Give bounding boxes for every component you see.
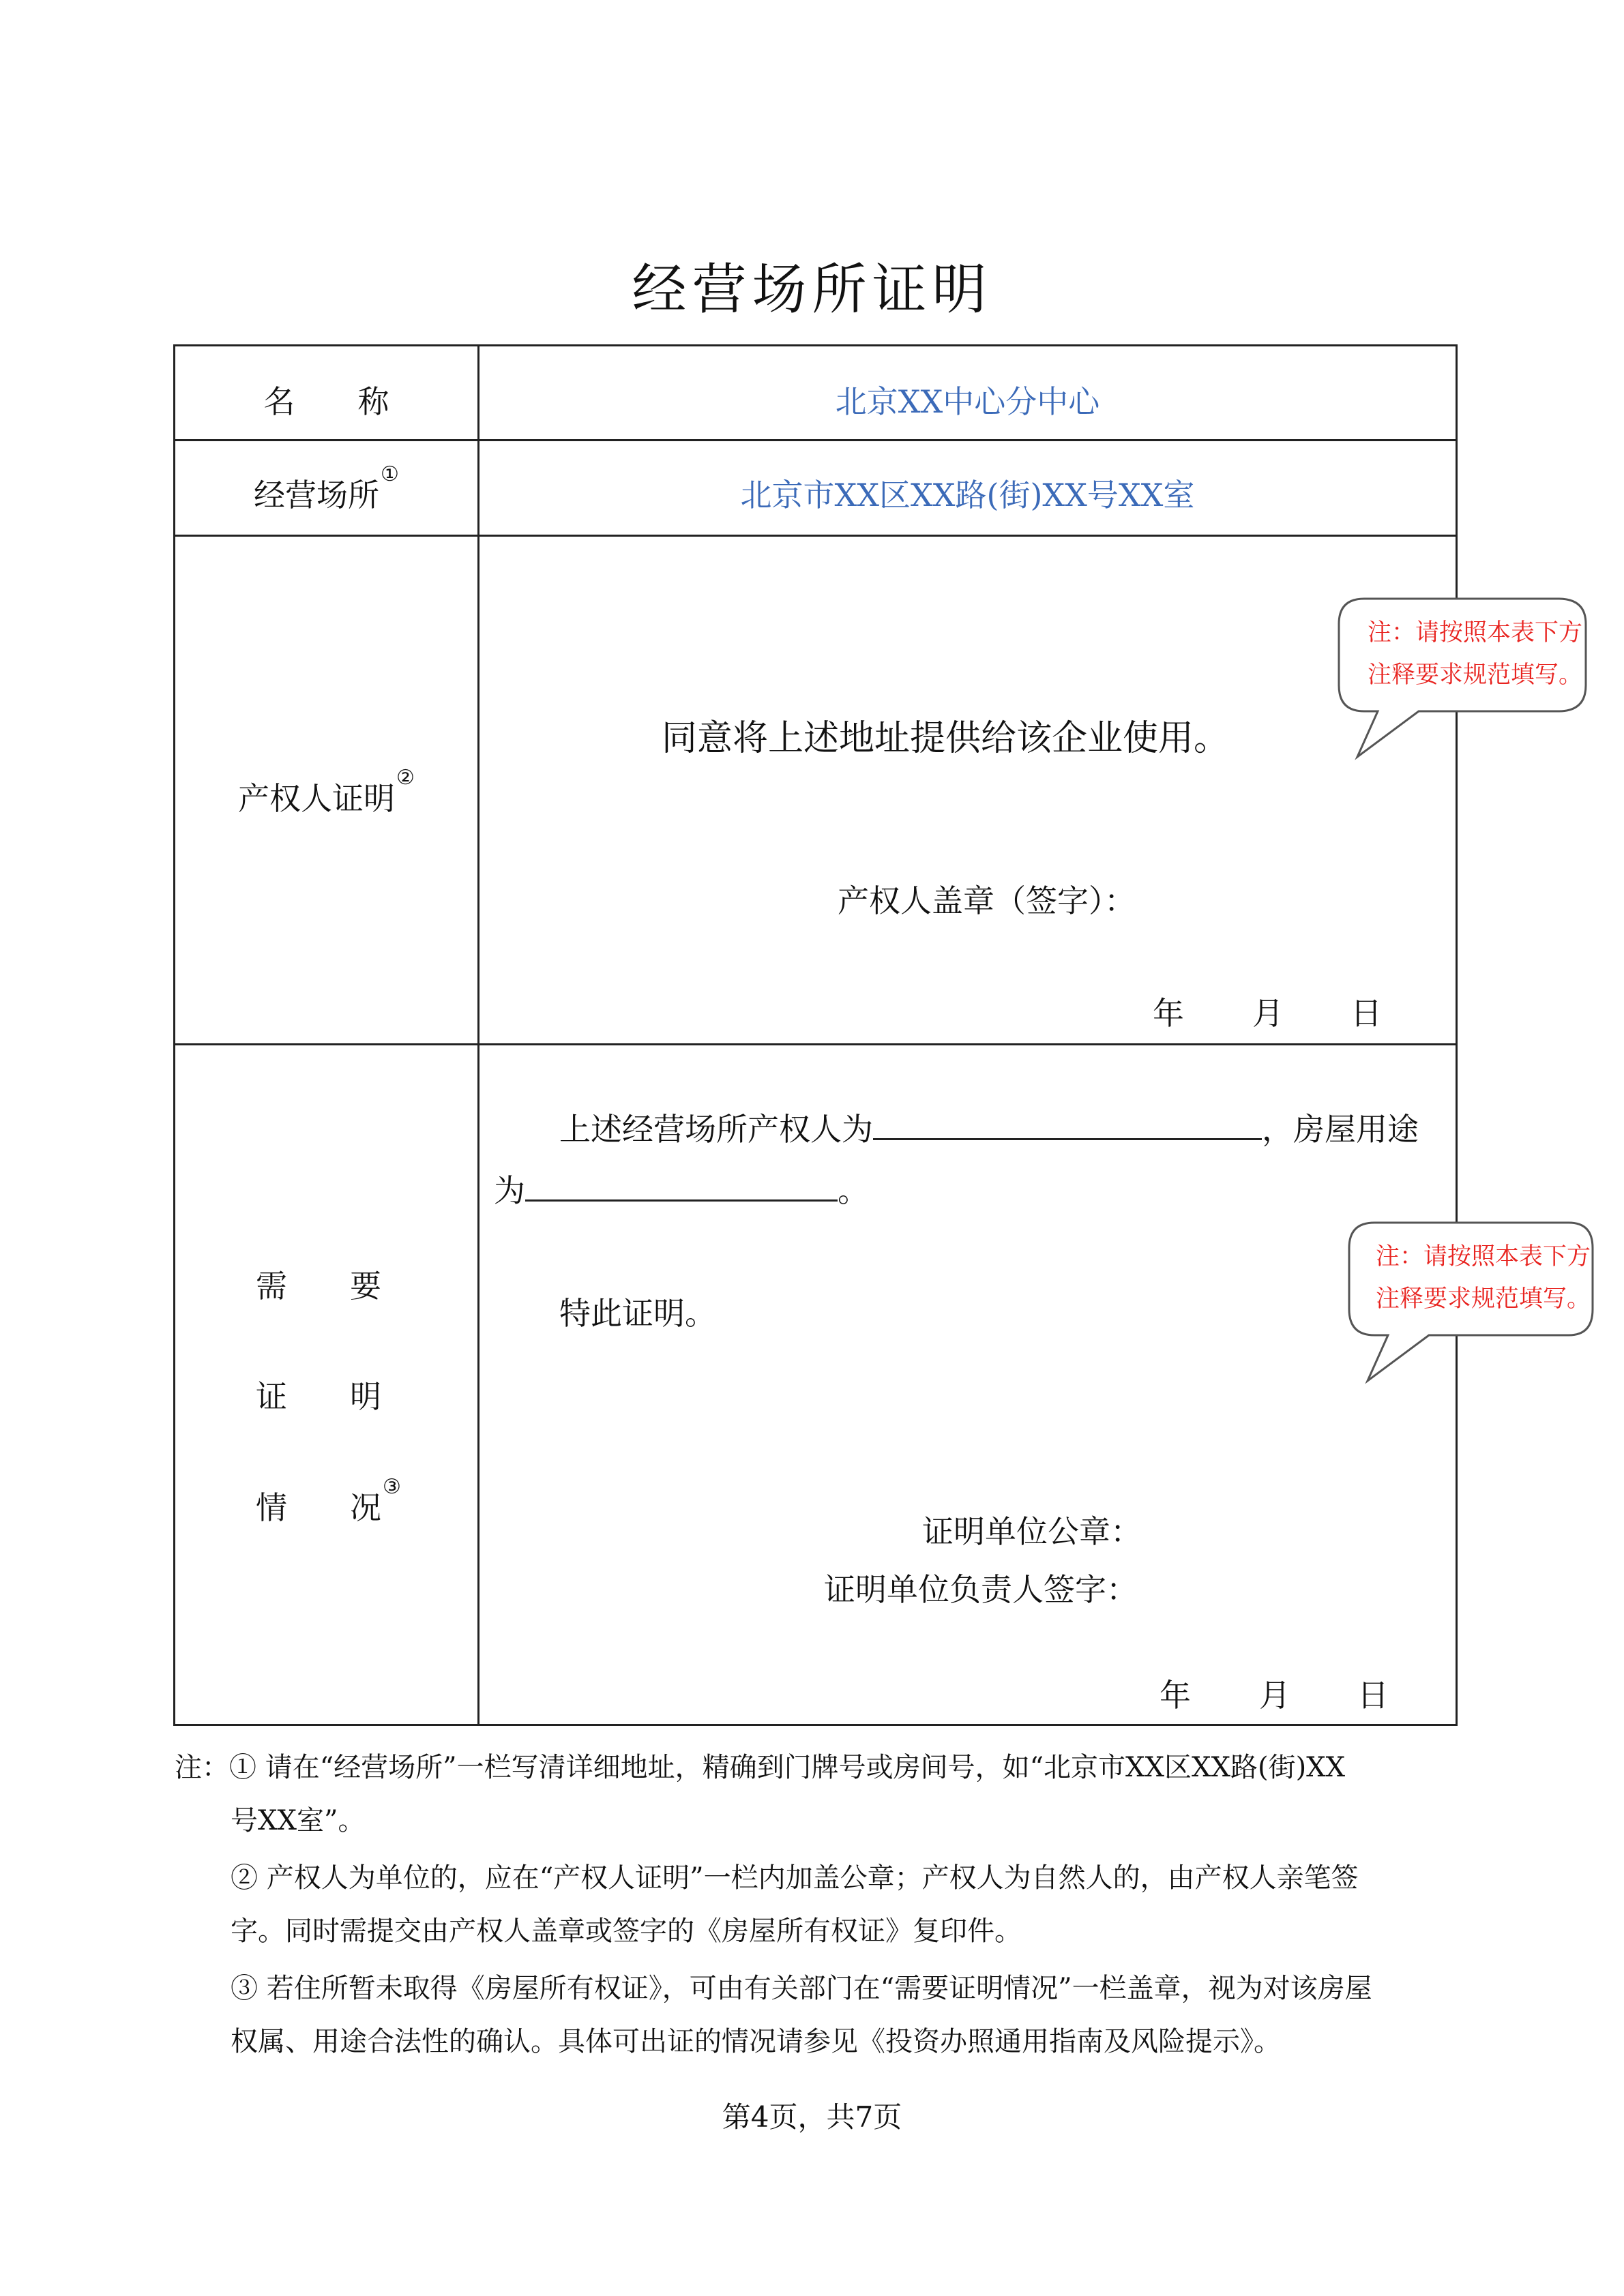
note-1-line2: 号XX室”。: [231, 1805, 366, 1836]
unit-sign-label: 证明单位负责人签字：: [824, 1571, 1138, 1608]
owner-date-day: 日: [1350, 995, 1382, 1032]
owner-date-year: 年: [1153, 995, 1184, 1032]
required-label-line3: [256, 1475, 401, 1528]
required-label-line2: 证 明: [256, 1378, 381, 1415]
footnote-marker-1: ①: [381, 462, 399, 486]
owner-blank-line: [559, 1105, 1419, 1150]
table-border-bottom: [173, 1724, 1458, 1726]
certify-statement: 特此证明。: [559, 1295, 716, 1332]
unit-date-day: 日: [1357, 1677, 1389, 1714]
unit-date-month: 月: [1259, 1677, 1290, 1714]
note-1-line1: 注：① 请在“经营场所”一栏写清详细地址，精确到门牌号或房间号，如“北京市XX区XX路(街)XX: [175, 1752, 1346, 1783]
name-label: 名 称: [263, 383, 389, 420]
callout-1-line1: 注：请按照本表下方: [1368, 619, 1583, 646]
usage-line-prefix: 为: [494, 1172, 525, 1209]
required-label-line3-text: 情 况: [256, 1489, 381, 1526]
unit-seal-label: 证明单位公章：: [922, 1513, 1142, 1550]
owner-proof-label: [175, 766, 477, 819]
table-border-top: [173, 344, 1458, 346]
footnote-marker-3: ③: [383, 1475, 401, 1499]
owner-seal-label: 产权人盖章（签字）：: [838, 882, 1136, 919]
premises-value: 北京市XX区XX路(街)XX号XX室: [740, 477, 1195, 513]
footnote-marker-2: ②: [396, 766, 415, 790]
unit-date-year: 年: [1160, 1677, 1191, 1714]
table-divider: [173, 535, 1458, 537]
table-column-divider: [477, 344, 479, 1725]
callout-note-2: [1347, 1221, 1599, 1384]
note-3-line1: ③ 若住所暂未取得《房屋所有权证》，可由有关部门在“需要证明情况”一栏盖章，视为对该房屋: [231, 1973, 1372, 2004]
premises-label-text: 经营场所: [254, 477, 380, 513]
table-divider: [173, 439, 1458, 441]
table-border-right: [1456, 344, 1458, 1725]
usage-blank-prefix: ，房屋用途: [1262, 1111, 1419, 1148]
owner-name-blank[interactable]: [873, 1108, 1262, 1140]
callout-2-line1: 注：请按照本表下方: [1376, 1243, 1591, 1270]
callout-1-line2: 注释要求规范填写。: [1368, 661, 1583, 689]
table-border-left: [173, 344, 175, 1725]
premises-label: [175, 462, 477, 516]
required-label-line1: 需 要: [256, 1268, 381, 1304]
table-divider: [173, 1043, 1458, 1045]
usage-blank[interactable]: [525, 1169, 838, 1202]
owner-proof-label-text: 产权人证明: [238, 780, 396, 817]
owner-blank-prefix: 上述经营场所产权人为: [559, 1111, 873, 1148]
owner-consent-statement: 同意将上述地址提供给该企业使用。: [662, 718, 1230, 759]
page-title: 经营场所证明: [632, 258, 992, 321]
usage-line-suffix: 。: [838, 1172, 869, 1209]
name-value: 北京XX中心分中心: [835, 383, 1100, 420]
note-2-line2: 字。同时需提交由产权人盖章或签字的《房屋所有权证》复印件。: [231, 1915, 1022, 1947]
page-number: 第4页，共7页: [722, 2100, 902, 2134]
callout-note-1: [1337, 597, 1589, 760]
usage-blank-line: [494, 1166, 869, 1211]
note-2-line1: ② 产权人为单位的，应在“产权人证明”一栏内加盖公章；产权人为自然人的，由产权人亲笔签: [231, 1862, 1359, 1894]
owner-date-month: 月: [1252, 995, 1284, 1032]
note-3-line2: 权属、用途合法性的确认。具体可出证的情况请参见《投资办照通用指南及风险提示》。: [231, 2026, 1281, 2057]
callout-2-line2: 注释要求规范填写。: [1376, 1285, 1591, 1313]
